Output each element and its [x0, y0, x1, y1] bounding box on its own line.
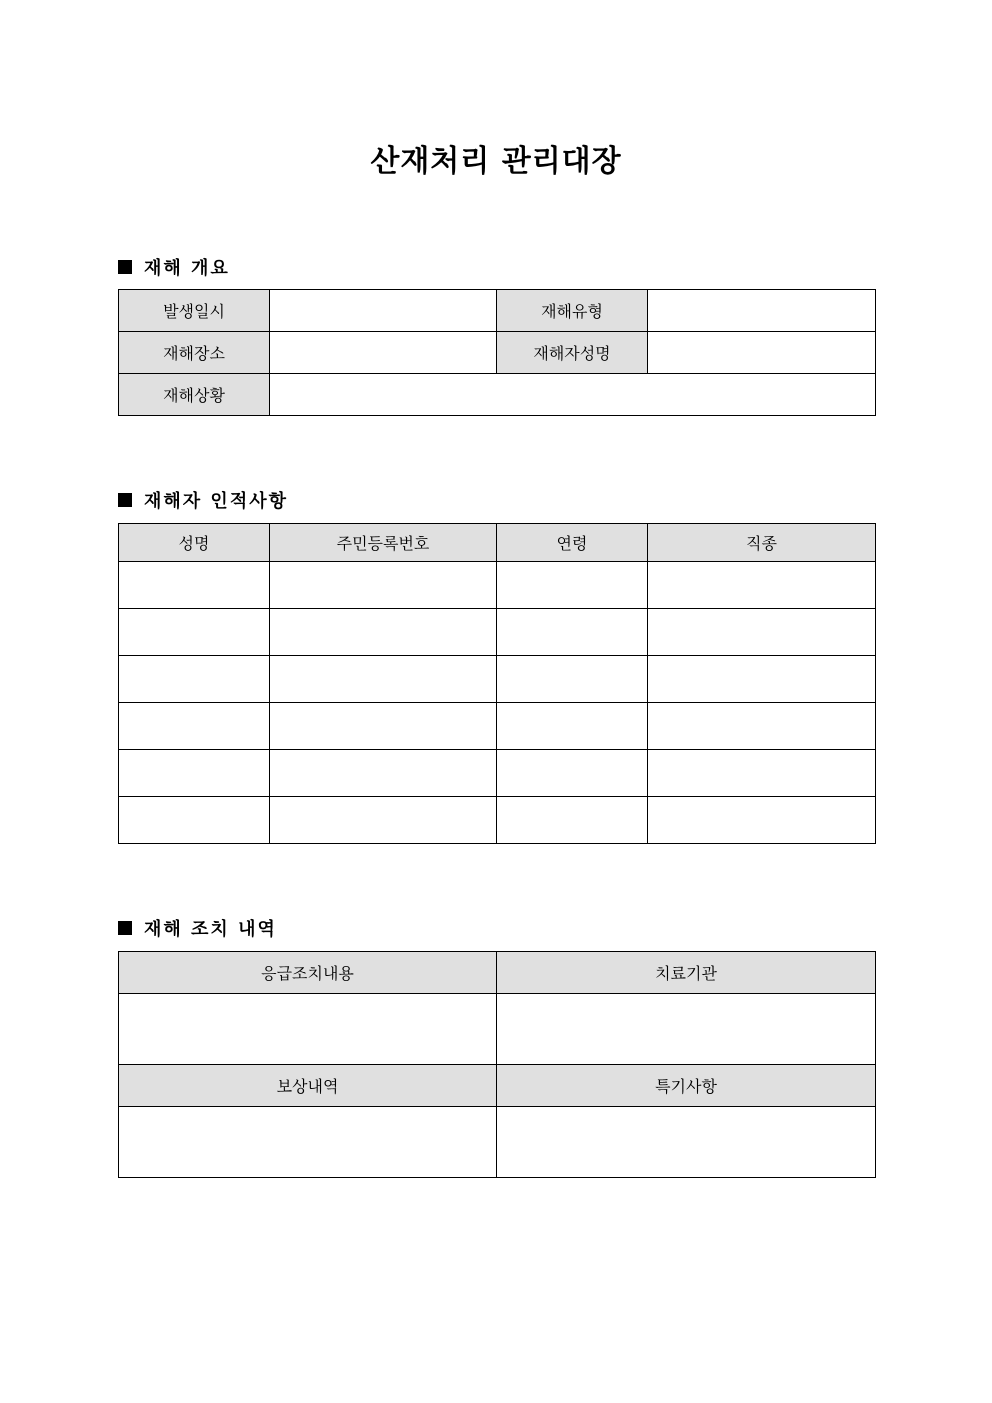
- label-situation: 재해상황: [119, 374, 270, 416]
- cell-age[interactable]: [497, 656, 648, 703]
- measures-body-row: [119, 994, 876, 1065]
- page-title: 산재처리 관리대장: [370, 144, 622, 179]
- measures-header-row: [119, 952, 876, 994]
- column-header-age: 연령: [497, 524, 648, 562]
- section-heading-label: 재해 조치 내역: [144, 919, 277, 940]
- section-heading-label: 재해 개요: [144, 258, 230, 279]
- cell-name[interactable]: [119, 703, 270, 750]
- cell-age[interactable]: [497, 797, 648, 844]
- cell-occupation[interactable]: [648, 703, 876, 750]
- field-first-aid[interactable]: [119, 994, 497, 1065]
- field-place[interactable]: [270, 332, 497, 374]
- cell-resident-number[interactable]: [270, 703, 497, 750]
- measures-table: [118, 951, 876, 1178]
- cell-occupation[interactable]: [648, 797, 876, 844]
- column-header-occupation: 직종: [648, 524, 876, 562]
- section-heading-overview: [118, 254, 230, 280]
- column-header-resident-number: 주민등록번호: [270, 524, 497, 562]
- cell-resident-number[interactable]: [270, 656, 497, 703]
- label-first-aid: 응급조치내용: [119, 952, 497, 994]
- label-type: 재해유형: [497, 290, 648, 332]
- field-type[interactable]: [648, 290, 876, 332]
- cell-name[interactable]: [119, 750, 270, 797]
- field-victim-name[interactable]: [648, 332, 876, 374]
- measures-body-row: [119, 1107, 876, 1178]
- table-row: [119, 750, 876, 797]
- cell-age[interactable]: [497, 562, 648, 609]
- overview-row: [119, 290, 876, 332]
- label-date: 발생일시: [119, 290, 270, 332]
- cell-resident-number[interactable]: [270, 562, 497, 609]
- section-heading-label: 재해자 인적사항: [144, 491, 288, 512]
- cell-resident-number[interactable]: [270, 609, 497, 656]
- field-date[interactable]: [270, 290, 497, 332]
- cell-name[interactable]: [119, 562, 270, 609]
- square-bullet-icon: [118, 260, 132, 274]
- cell-occupation[interactable]: [648, 750, 876, 797]
- cell-name[interactable]: [119, 797, 270, 844]
- label-remarks: 특기사항: [497, 1065, 876, 1107]
- label-hospital: 치료기관: [497, 952, 876, 994]
- overview-row: [119, 332, 876, 374]
- cell-age[interactable]: [497, 609, 648, 656]
- field-remarks[interactable]: [497, 1107, 876, 1178]
- cell-occupation[interactable]: [648, 656, 876, 703]
- square-bullet-icon: [118, 921, 132, 935]
- cell-occupation[interactable]: [648, 562, 876, 609]
- label-place: 재해장소: [119, 332, 270, 374]
- cell-name[interactable]: [119, 656, 270, 703]
- cell-name[interactable]: [119, 609, 270, 656]
- table-row: [119, 609, 876, 656]
- field-compensation[interactable]: [119, 1107, 497, 1178]
- label-victim-name: 재해자성명: [497, 332, 648, 374]
- table-row: [119, 703, 876, 750]
- overview-table: [118, 289, 876, 416]
- column-header-name: 성명: [119, 524, 270, 562]
- section-heading-victims: [118, 487, 288, 513]
- cell-age[interactable]: [497, 750, 648, 797]
- field-hospital[interactable]: [497, 994, 876, 1065]
- cell-occupation[interactable]: [648, 609, 876, 656]
- measures-header-row: [119, 1065, 876, 1107]
- label-compensation: 보상내역: [119, 1065, 497, 1107]
- victim-header-row: [119, 524, 876, 562]
- table-row: [119, 656, 876, 703]
- field-situation[interactable]: [270, 374, 876, 416]
- victim-table: [118, 523, 876, 844]
- table-row: [119, 797, 876, 844]
- cell-resident-number[interactable]: [270, 750, 497, 797]
- section-heading-measures: [118, 915, 277, 941]
- cell-age[interactable]: [497, 703, 648, 750]
- table-row: [119, 562, 876, 609]
- overview-row: [119, 374, 876, 416]
- square-bullet-icon: [118, 493, 132, 507]
- cell-resident-number[interactable]: [270, 797, 497, 844]
